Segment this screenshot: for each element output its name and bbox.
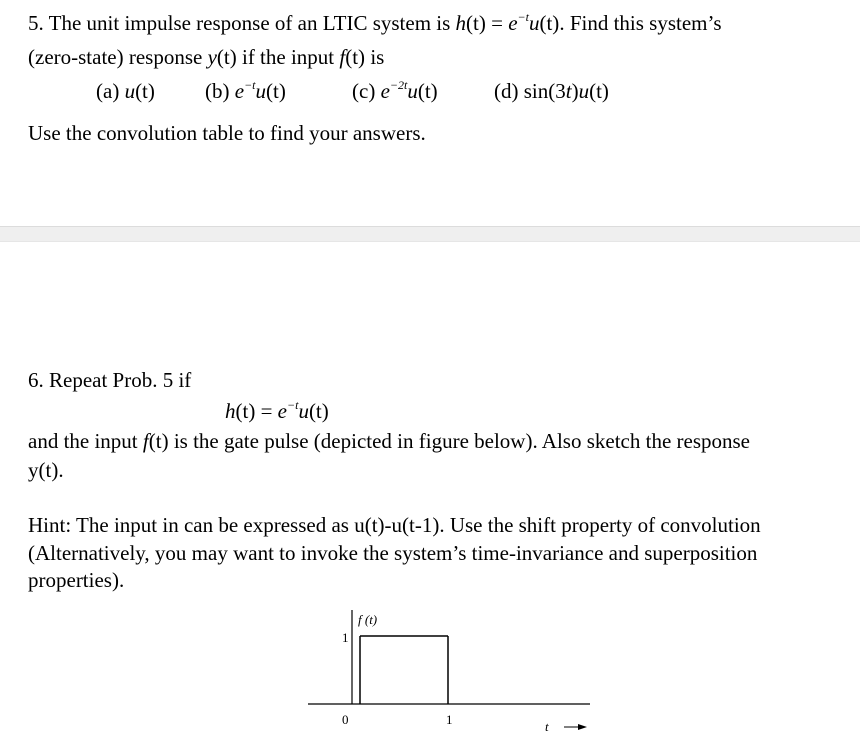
hint-line-1: Hint: The input in can be expressed as u(t)-u(t-1). Use the shift property of convolution	[28, 513, 761, 537]
paren-t: (t)	[345, 45, 366, 69]
amplitude-label: 1	[342, 630, 349, 645]
paren-t: (t)	[417, 79, 438, 103]
option-d-label: (d)	[494, 79, 524, 103]
paren-t: (t)	[308, 399, 329, 423]
tick-one-label: 1	[446, 712, 453, 727]
hint-line-2: (Alternatively, you may want to invoke the system’s time-invariance and superposition	[28, 541, 758, 565]
input-intro: and the input	[28, 429, 143, 453]
t-symbol: t	[565, 79, 572, 103]
paren-t: (t)	[266, 79, 286, 103]
time-label: t	[545, 719, 549, 734]
u-symbol: u	[298, 399, 309, 423]
gate-pulse-figure	[300, 600, 600, 741]
option-b	[205, 78, 286, 105]
axis-label-f-t: f (t)	[358, 612, 378, 627]
hint-line-3: properties).	[28, 568, 125, 592]
input-label: if the input	[236, 45, 340, 69]
option-b-label: (b)	[205, 79, 235, 103]
problem-5-line-1	[28, 10, 722, 37]
paren-t: (t)	[135, 79, 155, 103]
equals: =	[255, 399, 278, 423]
option-d	[494, 78, 609, 105]
paren-t: (t)	[539, 11, 560, 35]
u-symbol: u	[407, 79, 418, 103]
e-symbol: e	[277, 399, 287, 423]
gate-pulse-description: is the gate pulse (depicted in figure below). Also sketch the response	[168, 429, 751, 453]
y-symbol: y	[207, 45, 217, 69]
h-symbol: h	[455, 11, 467, 35]
exponent: −t	[244, 78, 256, 92]
option-a	[96, 78, 155, 105]
paren-t: (t)	[148, 429, 169, 453]
e-symbol: e	[234, 79, 245, 103]
tick-zero-label: 0	[342, 712, 349, 727]
problem-5-line-2	[28, 44, 384, 71]
exponent: −t	[287, 398, 299, 412]
sin-open: sin(3	[523, 79, 566, 103]
u-symbol: u	[255, 79, 267, 103]
is-label: is	[365, 45, 385, 69]
problem-6-equation	[225, 398, 329, 425]
exponent: −2t	[389, 78, 408, 92]
option-c	[352, 78, 438, 105]
option-c-label: (c)	[352, 79, 381, 103]
f-symbol: f	[142, 429, 149, 453]
e-symbol: e	[380, 79, 390, 103]
sin-close: )	[571, 79, 579, 103]
option-a-label: (a)	[96, 79, 125, 103]
u-symbol: u	[528, 11, 540, 35]
u-symbol: u	[578, 79, 590, 103]
problem-6-line-1: 6. Repeat Prob. 5 if	[28, 368, 192, 392]
paren-t: (t)	[589, 79, 609, 103]
problem-6-line-2	[28, 428, 750, 455]
f-symbol: f	[339, 45, 346, 69]
page-divider	[0, 226, 860, 242]
problem-5-instruction: Use the convolution table to find your answers.	[28, 121, 426, 145]
response-label: (zero-state) response	[28, 45, 208, 69]
paren-t: (t)	[235, 399, 256, 423]
paren-t: (t)	[216, 45, 237, 69]
equals: =	[485, 11, 509, 35]
u-symbol: u	[124, 79, 136, 103]
problem-6-line-3: y(t).	[28, 458, 64, 482]
paren-t: (t)	[466, 11, 486, 35]
gate-pulse-svg	[300, 600, 600, 741]
time-arrow-head	[578, 724, 587, 730]
e-symbol: e	[508, 11, 518, 35]
exponent: −t	[517, 10, 529, 24]
problem-5-intro: 5. The unit impulse response of an LTIC system is	[28, 11, 456, 35]
h-symbol: h	[225, 399, 236, 423]
problem-5-ask: . Find this system’s	[559, 11, 722, 35]
